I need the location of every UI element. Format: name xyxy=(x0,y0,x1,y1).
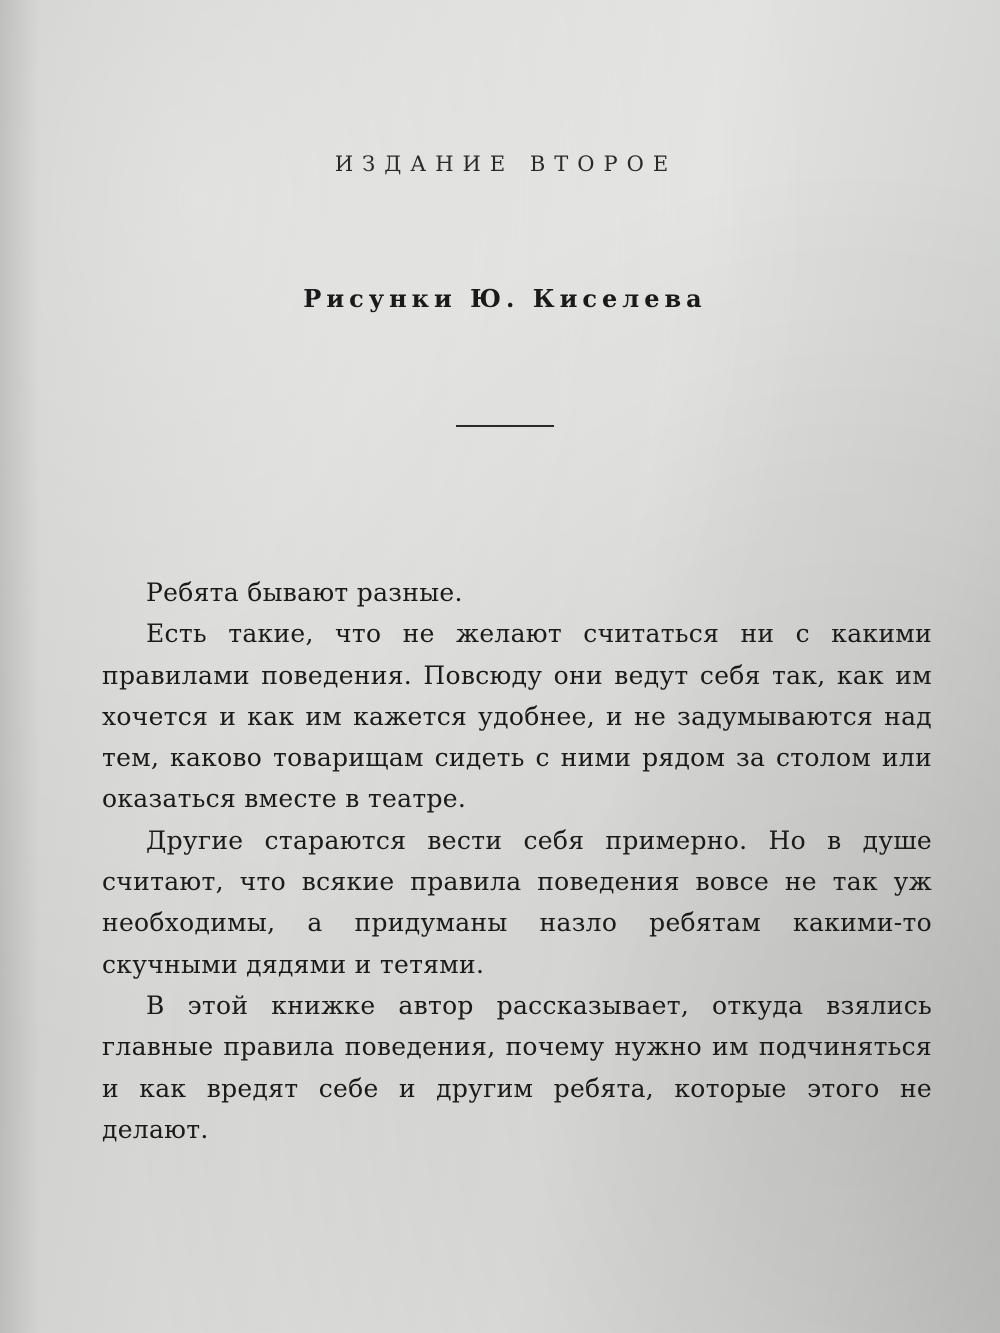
illustrator-credit: Рисунки Ю. Киселева xyxy=(303,284,707,313)
paragraph-2: Есть такие, что не желают считаться ни с какими правилами поведения. Повсюду они ведут себя так, как им хочется и как им кажется удобнее, и не задумываются над тем, каково товарищам сидеть с ними рядом за столом или оказаться вместе в театре. xyxy=(102,619,932,814)
annotation-text xyxy=(102,572,932,1150)
paragraph-4: В этой книжке автор рассказывает, откуда взялись главные правила поведения, почему нужно им подчиняться и как вредят себе и другим ребята, которые этого не делают. xyxy=(102,990,932,1144)
edition-line: ИЗДАНИЕ ВТОРОЕ xyxy=(334,152,678,176)
page-edge-shadow xyxy=(0,0,40,1333)
divider-rule xyxy=(456,425,554,427)
paragraph-1: Ребята бывают разные. xyxy=(146,578,463,607)
paragraph-3: Другие стараются вести себя примерно. Но в душе считают, что всякие правила поведения вовсе не так уж необходимы, а придуманы назло ребятам какими-то скучными дядями и тетями. xyxy=(102,825,932,979)
